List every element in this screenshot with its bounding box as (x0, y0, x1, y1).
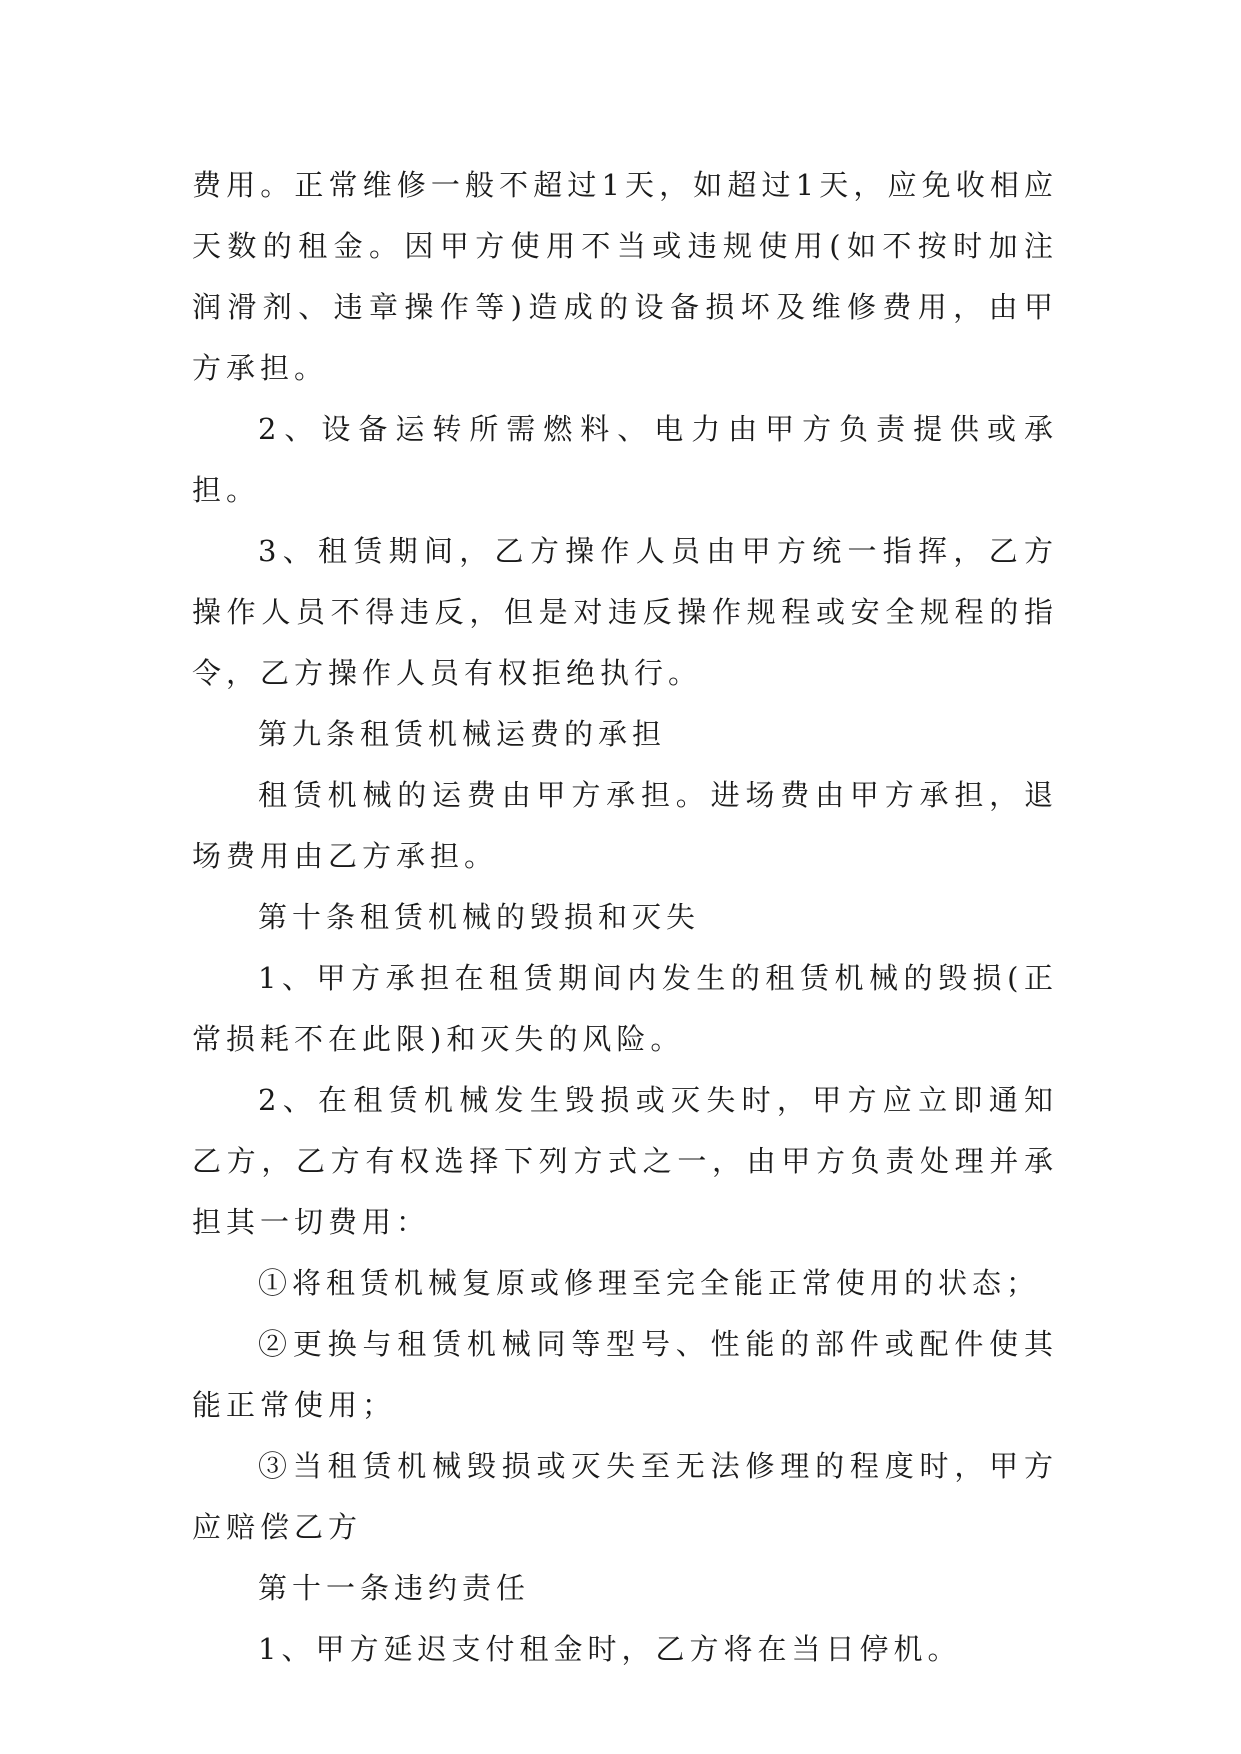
document-body (192, 155, 1058, 1680)
paragraph-damage-notice: 2、在租赁机械发生毁损或灭失时，甲方应立即通知乙方，乙方有权选择下列方式之一，由甲方负责处理并承担其一切费用： (192, 1083, 1058, 1239)
section-heading-article-9: 第九条租赁机械运费的承担 (258, 717, 667, 751)
paragraph-operator-command: 3、租赁期间，乙方操作人员由甲方统一指挥，乙方操作人员不得违反，但是对违反操作规程或安全规程的指令，乙方操作人员有权拒绝执行。 (192, 534, 1058, 690)
section-heading-article-11: 第十一条违约责任 (258, 1571, 531, 1605)
section-heading-article-10: 第十条租赁机械的毁损和灭失 (258, 900, 701, 934)
paragraph-damage-risk: 1、甲方承担在租赁期间内发生的租赁机械的毁损(正常损耗不在此限)和灭失的风险。 (192, 961, 1058, 1056)
list-item-option-2: ②更换与租赁机械同等型号、性能的部件或配件使其能正常使用； (192, 1327, 1058, 1422)
list-item-option-1: ①将租赁机械复原或修理至完全能正常使用的状态； (258, 1266, 1041, 1300)
paragraph-repair-costs: 费用。正常维修一般不超过1天，如超过1天，应免收相应天数的租金。因甲方使用不当或违规使用(如不按时加注润滑剂、违章操作等)造成的设备损坏及维修费用，由甲方承担。 (192, 168, 1058, 385)
paragraph-fuel-power: 2、设备运转所需燃料、电力由甲方负责提供或承担。 (192, 412, 1058, 507)
list-item-option-3: ③当租赁机械毁损或灭失至无法修理的程度时，甲方应赔偿乙方 (192, 1449, 1058, 1544)
paragraph-late-payment: 1、甲方延迟支付租金时，乙方将在当日停机。 (258, 1632, 962, 1666)
paragraph-transport-costs: 租赁机械的运费由甲方承担。进场费由甲方承担，退场费用由乙方承担。 (192, 778, 1058, 873)
